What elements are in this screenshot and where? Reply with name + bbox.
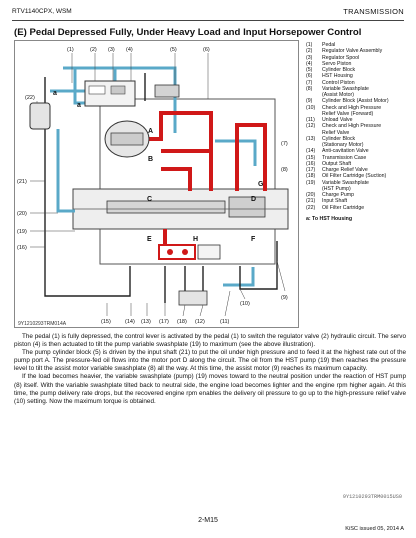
- page-header: [12, 6, 404, 20]
- legend-number: (7): [306, 79, 313, 86]
- port-label-A: A: [148, 128, 154, 135]
- legend-label: Cylinder Block (Assist Motor): [322, 98, 389, 105]
- legend-label: Cylinder Block: [322, 135, 356, 142]
- legend-label: Servo Piston: [322, 60, 352, 67]
- legend-label: Pedal: [322, 42, 336, 48]
- legend-number: (17): [306, 167, 316, 173]
- legend-number: (12): [306, 123, 316, 130]
- legend-number: (16): [306, 160, 316, 167]
- legend-label: Transmission Case: [322, 154, 367, 161]
- issue-note: KiSC issued 05, 2014 A: [345, 526, 404, 532]
- charge-circuit: [50, 68, 255, 285]
- motor-cylinder-block: [107, 201, 225, 213]
- servo-piston: [155, 85, 179, 97]
- legend-label: Unload Valve: [322, 117, 353, 123]
- legend-label: Cylinder Block: [322, 67, 356, 73]
- legend-number: (2): [306, 48, 313, 55]
- legend-number: (4): [306, 60, 313, 67]
- port-label-E: E: [147, 236, 152, 243]
- legend-label: Input Shaft: [322, 198, 348, 205]
- callout-14: (14): [125, 319, 135, 325]
- legend-number: (3): [306, 54, 313, 61]
- port-label-a-small-2: a: [77, 102, 81, 109]
- port-label-D: D: [251, 196, 257, 203]
- legend-label: Charge Relief Valve: [322, 167, 368, 173]
- callout-21: (21): [17, 179, 27, 185]
- legend-number: (1): [306, 42, 313, 48]
- port-label-F: F: [251, 236, 256, 243]
- oil-filter-cartridge: [30, 103, 50, 129]
- callout-5: (5): [170, 47, 177, 53]
- legend-label: Check and High Pressure: [322, 123, 382, 130]
- legend-number: (8): [306, 85, 313, 92]
- legend-label: (Assist Motor): [322, 92, 354, 98]
- callout-17: (17): [159, 319, 169, 325]
- callout-4: (4): [126, 47, 133, 53]
- callout-7: (7): [281, 141, 288, 147]
- legend-label: Anti-cavitation Valve: [322, 148, 369, 155]
- header-rule: [12, 20, 404, 21]
- port-label-a-small: a: [53, 90, 57, 97]
- header-model: RTV1140CPX, WSM: [12, 8, 72, 15]
- callout-11: (11): [220, 319, 230, 325]
- legend-a-key: a: To HST Housing: [306, 215, 353, 222]
- callout-1: (1): [67, 47, 74, 53]
- legend-number: (14): [306, 148, 316, 155]
- legend-number: (18): [306, 173, 316, 180]
- callout-19: (19): [17, 229, 27, 235]
- legend-number: (19): [306, 179, 316, 186]
- legend-label: Oil Filter Cartridge: [322, 204, 365, 211]
- legend-label: HST Housing: [322, 73, 353, 80]
- legend-label: Variable Swashplate: [322, 85, 369, 92]
- legend-item: [306, 205, 414, 211]
- callout-13: (13): [141, 319, 151, 325]
- assist-motor-block: [229, 197, 265, 217]
- callout-3: (3): [108, 47, 115, 53]
- callout-16: (16): [17, 245, 27, 251]
- paragraph-3: If the load becomes heavier, the variable swashplate (pump) (19) moves toward to the neutral position under the reaction of HST pump (8) itself. With the variable swashplate tilted back to neutral side, the engine load becomes lighter and the engine rpm higher again. At this time, the pump delivery rate drops, but the recovered engine rpm enables the delivery oil pressure to go up to the high-pressure relief valve (10) setting. Now the maximum torque is obtained.: [14, 373, 406, 405]
- legend-number: (21): [306, 198, 316, 205]
- paragraph-2: The pump cylinder block (5) is driven by the input shaft (21) to put the oil under high pressure and to feed it at the highest rate out of the pump port A. The pressure-fed oil flows into the motor port D along the circuit. The oil from the HST pump (19) then reaches the pressure level to tilt the assist motor variable swashplate (8) all the way. At this time, the assist motor (9) reaches its maximum capacity.: [14, 349, 406, 373]
- legend-label: Output Shaft: [322, 160, 352, 167]
- legend-label: (Stationary Motor): [322, 142, 364, 148]
- callout-12: (12): [195, 319, 205, 325]
- callout-10: (10): [240, 301, 250, 307]
- suction-filter: [179, 291, 207, 305]
- callout-20: (20): [17, 211, 27, 217]
- unload-valve: [198, 245, 220, 259]
- legend-label: Oil Filter Cartridge (Suction): [322, 173, 387, 180]
- legend-number: (9): [306, 98, 313, 105]
- legend-number: (6): [306, 73, 313, 80]
- legend-number: (22): [306, 204, 316, 211]
- callout-18: (18): [177, 319, 187, 325]
- callout-9: (9): [281, 295, 288, 301]
- legend-label: Check and High Pressure: [322, 104, 382, 111]
- legend-label: Relief Valve: [322, 129, 350, 136]
- check-relief-valve-block: [159, 245, 195, 259]
- hydraulic-diagram: [14, 40, 299, 328]
- legend-label: Regulator Valve Assembly: [322, 48, 383, 55]
- legend-number: (10): [306, 104, 316, 111]
- reference-code: 9Y1210293TRM0015US0: [342, 494, 402, 500]
- callout-15: (15): [101, 319, 111, 325]
- callout-2: (2): [90, 47, 97, 53]
- legend-number: (13): [306, 135, 316, 142]
- page-number: 2-M15: [198, 517, 218, 524]
- legend-number: (5): [306, 67, 313, 73]
- legend-label: Charge Pump: [322, 192, 355, 198]
- legend-number: (15): [306, 154, 316, 161]
- legend-label: Relief Valve (Forward): [322, 110, 374, 117]
- header-section: TRANSMISSION: [343, 7, 404, 16]
- port-label-G: G: [258, 181, 264, 188]
- description: [14, 333, 406, 406]
- section-title: (E) Pedal Depressed Fully, Under Heavy Load and Input Horsepower Control: [14, 27, 362, 38]
- legend-label: Control Piston: [322, 79, 355, 86]
- legend-number: (20): [306, 192, 316, 198]
- legend-label: (HST Pump): [322, 185, 351, 192]
- port-label-C: C: [147, 196, 153, 203]
- port-label-H: H: [193, 236, 199, 243]
- legend: [306, 42, 414, 222]
- callout-22: (22): [25, 95, 35, 101]
- figure-id: 9Y1210293TRM014A: [18, 321, 67, 327]
- legend-label: Variable Swashplate: [322, 179, 369, 186]
- legend-label: Regulator Spool: [322, 54, 360, 61]
- port-label-B: B: [148, 156, 154, 163]
- callout-8: (8): [281, 167, 288, 173]
- legend-number: (11): [306, 117, 315, 123]
- paragraph-1: The pedal (1) is fully depressed, the control lever is activated by the pedal (1) to switch the regulator valve (2) hydraulic circuit. The servo piston (4) is then actuated to tilt the pump variable swashplate (19) to maximum (see the above illustration).: [14, 333, 406, 349]
- callout-6: (6): [203, 47, 210, 53]
